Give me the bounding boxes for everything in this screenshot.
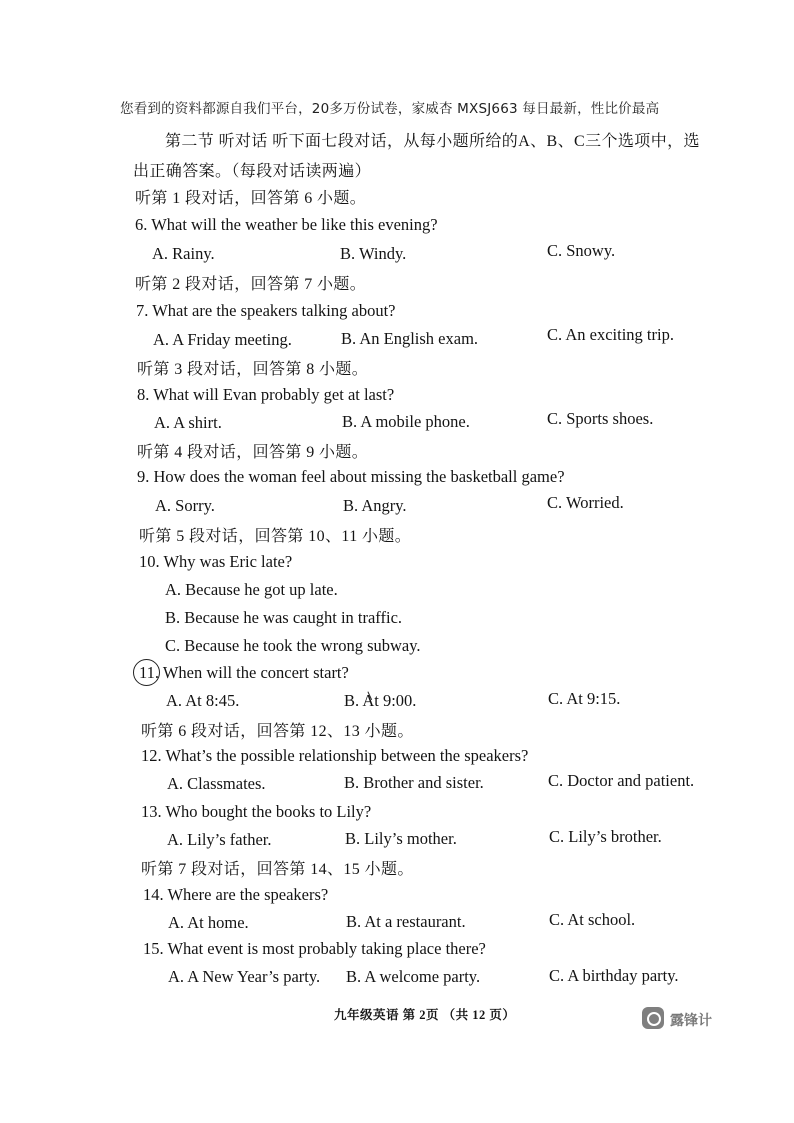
dialogue-1-instruction: 听第 1 段对话，回答第 6 小题。 — [135, 190, 367, 207]
question-12: 12. What’s the possible relationship between the speakers? — [141, 746, 529, 765]
q9-option-b: B. Angry. — [343, 496, 407, 515]
q13-option-c: C. Lily’s brother. — [549, 827, 662, 846]
q8-option-a: A. A shirt. — [154, 413, 222, 432]
q12-option-a: A. Classmates. — [167, 774, 266, 793]
q12-option-b: B. Brother and sister. — [344, 773, 484, 792]
q11-option-b: B. At 9:00. — [344, 691, 417, 710]
q11-option-a: A. At 8:45. — [166, 691, 240, 710]
q8-option-b: B. A mobile phone. — [342, 412, 470, 431]
q7-option-c: C. An exciting trip. — [547, 325, 674, 344]
q10-option-a: A. Because he got up late. — [165, 580, 338, 599]
q7-option-a: A. A Friday meeting. — [153, 330, 292, 349]
question-11: 11. When will the concert start? — [139, 663, 349, 682]
watermark-logo-icon — [642, 1007, 664, 1029]
dialogue-5-instruction: 听第 5 段对话，回答第 10、11 小题。 — [139, 528, 412, 545]
q11-option-c: C. At 9:15. — [548, 689, 621, 708]
q7-option-b: B. An English exam. — [341, 329, 479, 348]
section-intro-cont: 出正确答案。（每段对话读两遍） — [133, 163, 372, 180]
q14-option-a: A. At home. — [168, 913, 249, 932]
watermark-text: 露锋计 — [670, 1013, 712, 1029]
q6-option-c: C. Snowy. — [547, 241, 616, 260]
q8-option-c: C. Sports shoes. — [547, 409, 654, 428]
q14-option-c: C. At school. — [549, 910, 636, 929]
dialogue-3-instruction: 听第 3 段对话，回答第 8 小题。 — [137, 361, 369, 378]
q6-option-a: A. Rainy. — [152, 244, 215, 263]
question-9: 9. How does the woman feel about missing the basketball game? — [137, 467, 565, 486]
question-14: 14. Where are the speakers? — [143, 885, 329, 904]
question-6: 6. What will the weather be like this evening? — [135, 215, 438, 234]
question-8: 8. What will Evan probably get at last? — [137, 385, 395, 404]
question-10: 10. Why was Eric late? — [139, 552, 293, 571]
section-intro: 第二节 听对话 听下面七段对话，从每小题所给的A、B、C三个选项中，选 — [165, 133, 700, 150]
page-footer: 九年级英语 第 2页 （共 12 页） — [334, 1008, 516, 1022]
q9-option-a: A. Sorry. — [155, 496, 215, 515]
question-7: 7. What are the speakers talking about? — [136, 301, 396, 320]
dialogue-2-instruction: 听第 2 段对话，回答第 7 小题。 — [135, 276, 367, 293]
dialogue-4-instruction: 听第 4 段对话，回答第 9 小题。 — [137, 444, 369, 461]
dialogue-6-instruction: 听第 6 段对话，回答第 12、13 小题。 — [141, 723, 414, 740]
q15-option-c: C. A birthday party. — [549, 966, 679, 985]
q14-option-b: B. At a restaurant. — [346, 912, 466, 931]
q10-option-b: B. Because he was caught in traffic. — [165, 608, 403, 627]
q13-option-a: A. Lily’s father. — [167, 830, 272, 849]
q13-option-b: B. Lily’s mother. — [345, 829, 457, 848]
q15-option-b: B. A welcome party. — [346, 967, 481, 986]
question-13: 13. Who bought the books to Lily? — [141, 802, 372, 821]
q9-option-c: C. Worried. — [547, 493, 624, 512]
q15-option-a: A. A New Year’s party. — [168, 967, 321, 986]
q12-option-c: C. Doctor and patient. — [548, 771, 695, 790]
q10-option-c: C. Because he took the wrong subway. — [165, 636, 421, 655]
dialogue-7-instruction: 听第 7 段对话，回答第 14、15 小题。 — [141, 861, 414, 878]
source-banner: 您看到的资料都源自我们平台，20多万份试卷，家威杏 MXSJ663 每日最新，性比价最高 — [120, 101, 660, 117]
q6-option-b: B. Windy. — [340, 244, 407, 263]
question-15: 15. What event is most probably taking place there? — [143, 939, 486, 958]
